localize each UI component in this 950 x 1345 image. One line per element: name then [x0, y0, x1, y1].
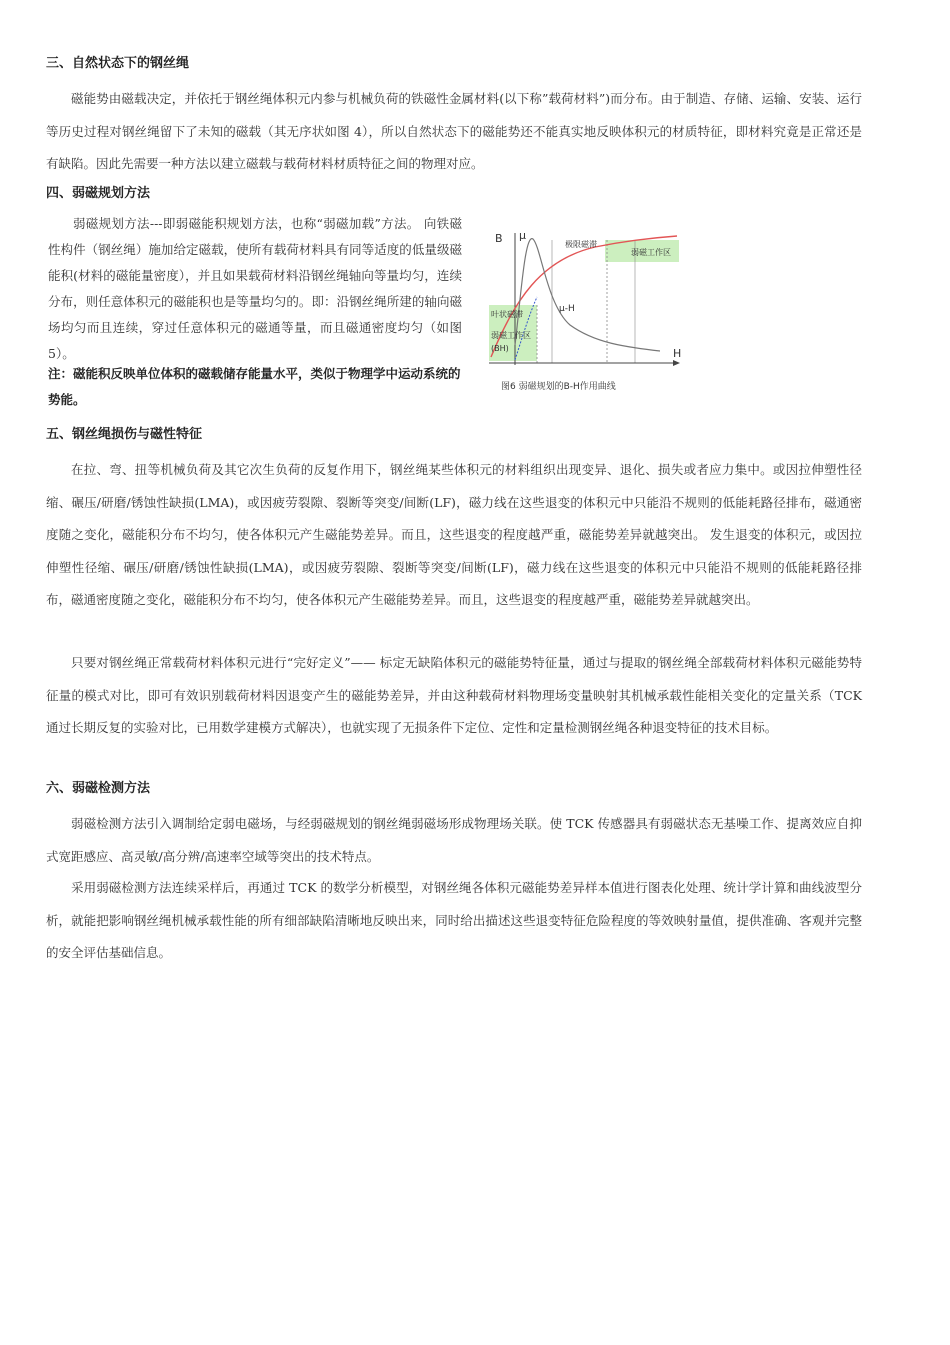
bh-curve-diagram [485, 225, 685, 405]
mu-axis-label: μ [519, 229, 526, 242]
weak-zone-label-left: 弱磁工作区 [491, 331, 531, 340]
h-axis-label: H [673, 347, 682, 360]
figure-caption: 图6 弱磁规划的B-H作用曲线 [501, 382, 616, 392]
section-6-paragraph-1: 弱磁检测方法引入调制给定弱电磁场，与经弱磁规划的钢丝绳弱磁场形成物理场关联。使 TCK 传感器具有弱磁状态无基噪工作、提离效应自抑 式宽距感应、高灵敏/高分辨/高速率空域等突出的技术特点。 [46, 816, 862, 864]
needle-hysteresis-label: 叶状磁滞 [491, 310, 523, 319]
weak-zone-label-right: 弱磁工作区 [631, 248, 671, 257]
section-5-paragraph-1: 在拉、弯、扭等机械负荷及其它次生负荷的反复作用下，钢丝绳某些体积元的材料组织出现变异、退化、损失或者应力集中。或因拉伸塑性径缩、碾压/研磨/锈蚀性缺损(LMA)，或因疲劳裂隙、裂断等突变/间断(LF)，磁力线在这些退变的体积元中只能沿不规则的低能耗路径排布，磁通密度随之变化，磁能积分布不均匀，使各体积元产生磁能势差异。而且，这些退变的程度越严重，磁能势差异就越突出。 发生退变的体积元，或因拉伸塑性径缩、碾压/研磨/锈蚀性缺损(LMA)，或因疲劳裂隙、裂断等突变/间断(LF)，磁力线在这些退变的体积元中只能沿不规则的低能耗路径排布，磁通密度随之变化，磁能积分布不均匀，使各体积元产生磁能势差异。而且，这些退变的程度越严重，磁能势差异就越突出。 [46, 462, 862, 607]
section-6-title: 六、弱磁检测方法 [46, 781, 151, 796]
section-4-paragraph: 弱磁规划方法---即弱磁能积规划方法，也称“弱磁加载”方法。 向铁磁性构件（钢丝绳）施加给定磁载，使所有载荷材料具有同等适度的低量级磁能积(材料的磁能量密度），并且如果载荷材料沿钢丝绳轴向等量均匀，连续分布，则任意体积元的磁能积也是等量均匀的。即：沿钢丝绳所建的轴向磁场均匀而且连续，穿过任意体积元的磁通等量，而且磁通密度均匀（如图 5）。 [48, 216, 462, 361]
section-4-title: 四、弱磁规划方法 [46, 186, 151, 201]
section-4-note: 注：磁能积反映单位体积的磁载储存能量水平，类似于物理学中运动系统的势能。 [48, 366, 461, 407]
bh-curve-figure [485, 225, 685, 405]
bh-product-label: (BH) [491, 344, 509, 353]
section-3-title: 三、自然状态下的钢丝绳 [46, 56, 190, 71]
mu-h-label: μ-H [559, 304, 575, 314]
x-axis-arrow [673, 360, 680, 366]
section-5-title: 五、钢丝绳损伤与磁性特征 [46, 427, 203, 442]
section-6-paragraph-2: 采用弱磁检测方法连续采样后，再通过 TCK 的数学分析模型，对钢丝绳各体积元磁能势差异样本值进行图表化处理、统计学计算和曲线波型分析，就能把影响钢丝绳机械承载性能的所有细部缺陷清晰地反映出来，同时给出描述这些退变特征危险程度的等效映射量值，提供准确、客观并完整的安全评估基础信息。 [46, 880, 862, 960]
section-3-paragraph: 磁能势由磁载决定，并依托于钢丝绳体积元内参与机械负荷的铁磁性金属材料(以下称”载荷材料”)而分布。由于制造、存储、运输、安装、运行等历史过程对钢丝绳留下了未知的磁载（其无序状如图 4），所以自然状态下的磁能势还不能真实地反映体积元的材质特征，即材料究竟是正常还是有缺陷。因此先需要一种方法以建立磁载与载荷材料材质特征之间的物理对应。 [46, 91, 862, 171]
saturation-label: 极限磁滞 [565, 240, 597, 249]
b-axis-label: B [495, 232, 503, 245]
section-5-paragraph-2: 只要对钢丝绳正常载荷材料体积元进行“完好定义”—— 标定无缺陷体积元的磁能势特征量，通过与提取的钢丝绳全部载荷材料体积元磁能势特征量的模式对比，即可有效识别载荷材料因退变产生的磁能势差异，并由这种载荷材料物理场变量映射其机械承载性能相关变化的定量关系（TCK 通过长期反复的实验对比，已用数学建模方式解决），也就实现了无损条件下定位、定性和定量检测钢丝绳各种退变特征的技术目标。 [46, 655, 862, 735]
